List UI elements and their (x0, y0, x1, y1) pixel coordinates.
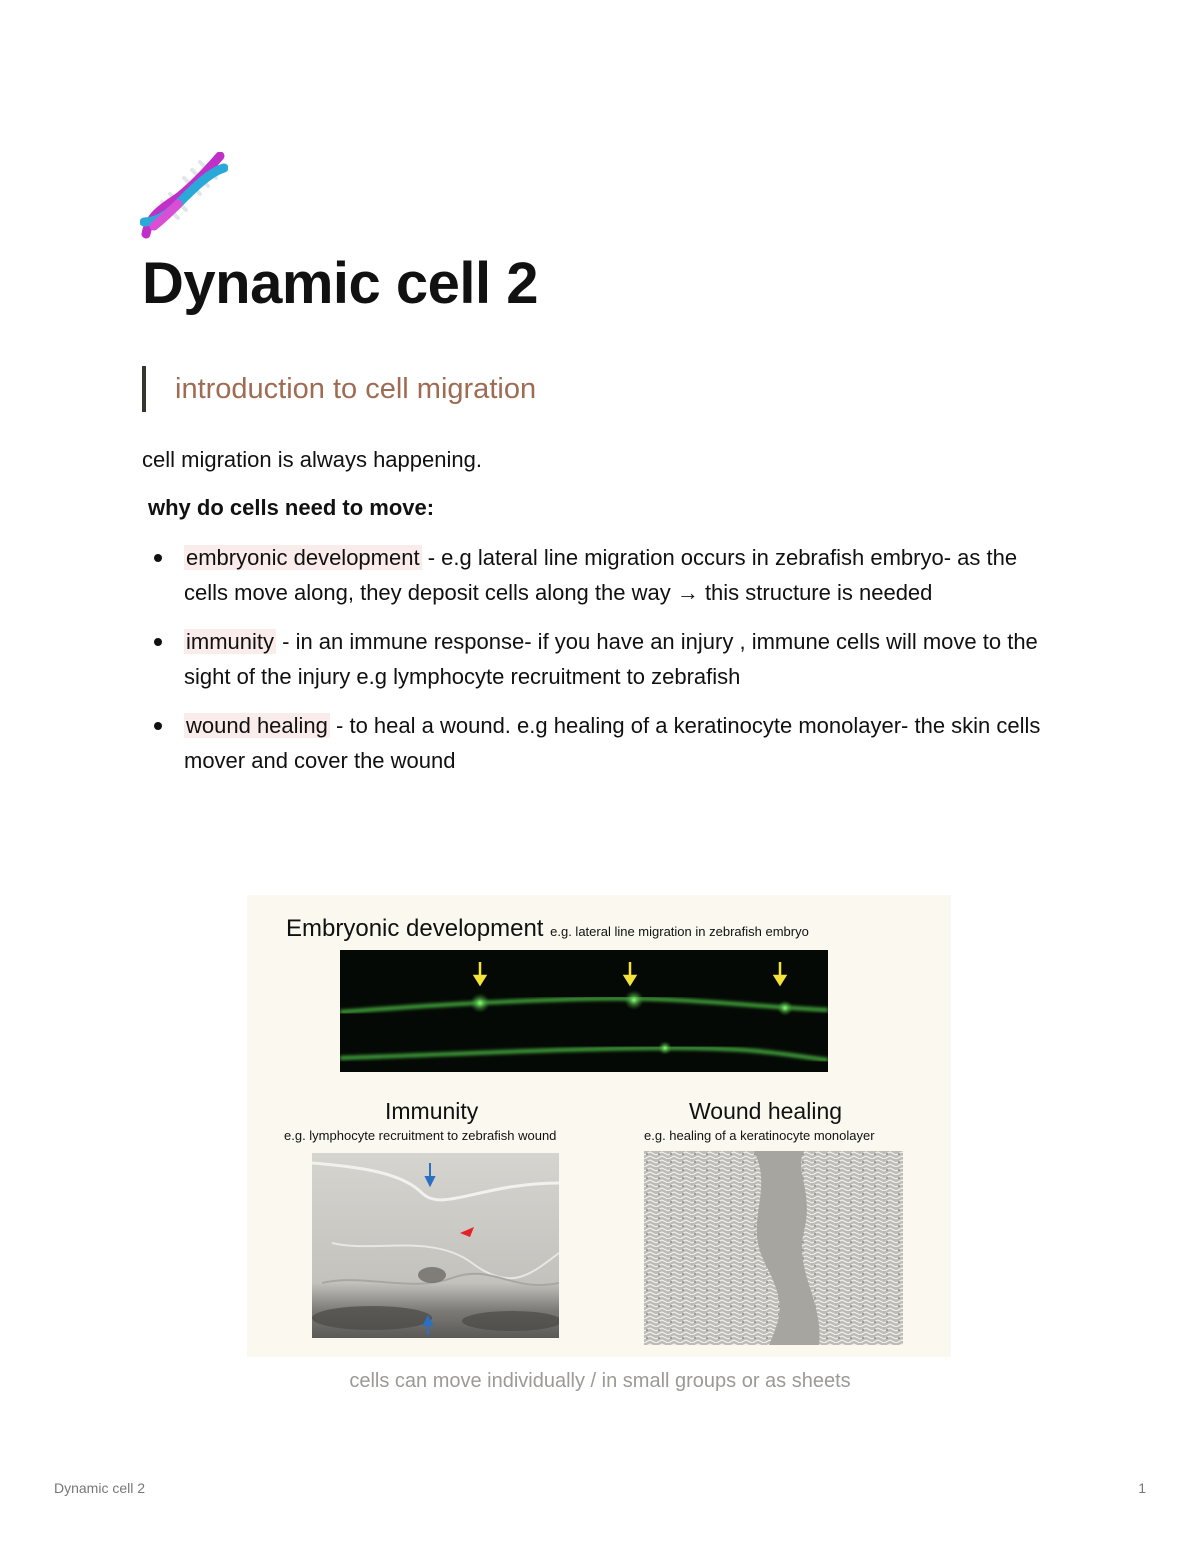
figure-wound-title: Wound healing (689, 1098, 843, 1124)
bullet-dot-icon (154, 722, 162, 730)
list-item-text: - in an immune response- if you have an injury , immune cells will move to the sight of the injury e.g lymphocyte recruitment to zebrafish (184, 629, 1038, 689)
highlighted-term: wound healing (186, 713, 328, 738)
bullet-list (142, 540, 1062, 792)
figure-embryo-title: Embryonic development (286, 915, 544, 942)
wound-healing-micrograph (644, 1151, 903, 1345)
page-title: Dynamic cell 2 (142, 251, 538, 316)
list-item (142, 540, 1062, 610)
intro-paragraph: cell migration is always happening. (142, 447, 482, 472)
question-paragraph: why do cells need to move: (148, 495, 435, 520)
list-item (142, 708, 1062, 778)
footer-doc-name: Dynamic cell 2 (54, 1480, 146, 1496)
embryo-micrograph (340, 950, 828, 1072)
bullet-dot-icon (154, 554, 162, 562)
callout-text: introduction to cell migration (175, 373, 537, 405)
dna-icon (140, 152, 228, 240)
immunity-micrograph (312, 1153, 559, 1338)
figure-image (247, 895, 951, 1357)
bullet-dot-icon (154, 638, 162, 646)
figure-immunity-title: Immunity (385, 1098, 479, 1124)
list-item (142, 624, 1062, 694)
footer-page-number: 1 (1138, 1480, 1146, 1496)
figure-wound-subtitle: e.g. healing of a keratinocyte monolayer (644, 1128, 875, 1143)
list-item-text: - to heal a wound. e.g healing of a keratinocyte monolayer- the skin cells mover and cover the wound (184, 713, 1041, 773)
figure-embryo-subtitle: e.g. lateral line migration in zebrafish embryo (550, 924, 809, 939)
highlighted-term: immunity (186, 629, 275, 654)
figure-immunity-subtitle: e.g. lymphocyte recruitment to zebrafish wound (284, 1128, 557, 1143)
callout (142, 366, 842, 412)
highlighted-term: embryonic development (186, 545, 420, 570)
list-item-text: - e.g lateral line migration occurs in zebrafish embryo- as the cells move along, they deposit cells along the way → this structure is needed (184, 545, 1018, 605)
figure-caption: cells can move individually / in small groups or as sheets (349, 1370, 851, 1392)
